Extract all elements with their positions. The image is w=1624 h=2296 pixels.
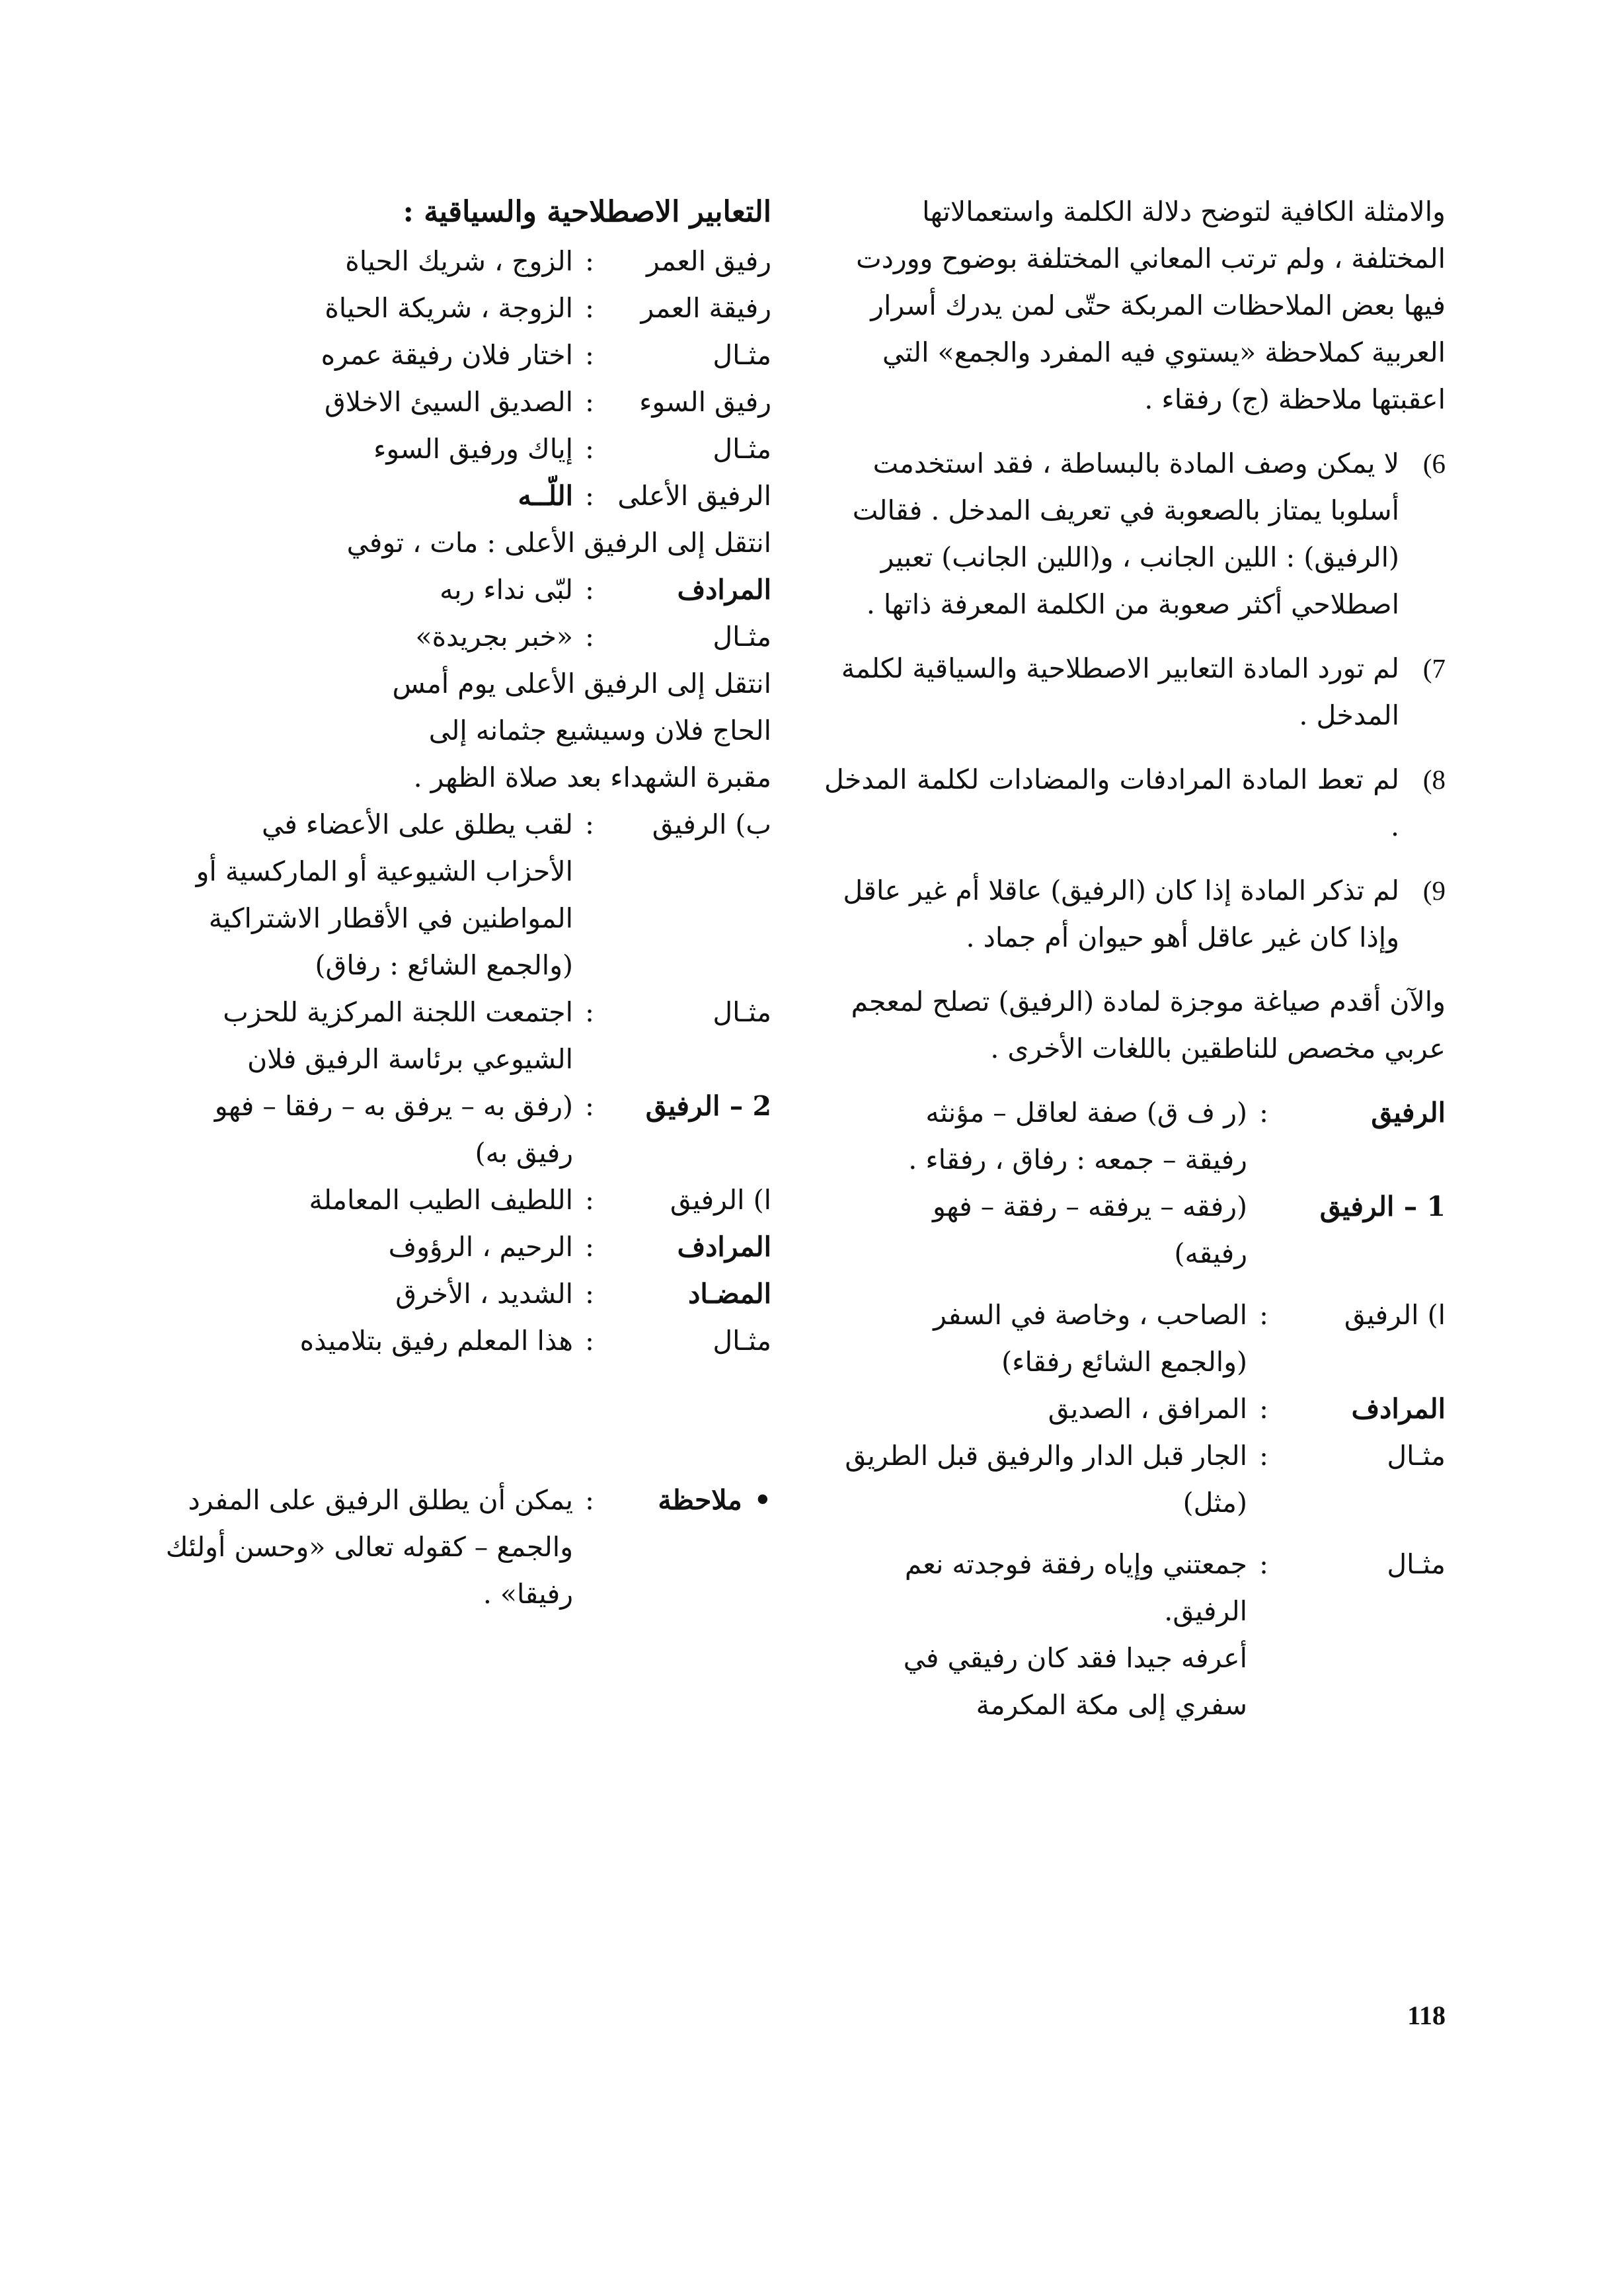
synonym-label: المرادف: [1351, 1393, 1446, 1425]
synonym-label: المرادف: [677, 1231, 771, 1263]
example-label: مثـال: [713, 996, 771, 1028]
example-value: اختار فلان رفيقة عمره: [321, 339, 573, 371]
idiom-value: الزوج ، شريك الحياة: [345, 245, 573, 277]
left-column: [137, 188, 771, 1618]
entry-label: الرفيق: [1371, 1097, 1446, 1128]
idiom-row: [137, 473, 771, 520]
sense-1: [824, 1183, 1446, 1277]
bullet-icon: •: [754, 1484, 771, 1516]
idiom-label: رفيقة العمر: [640, 292, 771, 324]
text-line: رفيقة – جمعه : رفاق ، رفقاء .: [908, 1144, 1247, 1175]
dictionary-entry: [824, 1089, 1446, 1729]
synonym-value: لبّى نداء ربه: [440, 574, 573, 606]
text-line: (ر ف ق) صفة لعاقل – مؤنثه: [925, 1097, 1247, 1128]
text-line: والآن أقدم صياغة موجزة لمادة (الرفيق) تصلح لمعجم: [851, 986, 1446, 1017]
colon: :: [585, 386, 594, 418]
right-column: [824, 188, 1446, 1729]
example-row: [824, 1433, 1446, 1526]
text-line: (والجمع الشائع رفقاء): [1001, 1346, 1247, 1378]
colon: :: [585, 621, 594, 653]
idiom-value: الصديق السيئ الاخلاق: [324, 386, 573, 418]
example-row: [137, 426, 771, 473]
synonym-row: [137, 1224, 771, 1271]
item-number: 6): [1422, 448, 1446, 479]
text-line: المواطنين في الأقطار الاشتراكية: [208, 902, 573, 934]
antonym-row: [137, 1271, 771, 1318]
text-line: الرفيق.: [1164, 1595, 1247, 1627]
item-number: 7): [1422, 653, 1446, 684]
colon: :: [585, 480, 594, 512]
note-label-wrap: [606, 1477, 771, 1524]
text-line: والجمع – كقوله تعالى «وحسن أولئك: [165, 1531, 573, 1563]
colon: :: [585, 1231, 594, 1263]
colon: :: [1259, 1548, 1268, 1580]
colon: :: [585, 339, 594, 371]
critique-item-8: [824, 756, 1446, 850]
colon: :: [585, 996, 594, 1028]
sense-value: اللطيف الطيب المعاملة: [309, 1184, 573, 1216]
sense-label: ا) الرفيق: [670, 1184, 771, 1216]
critique-item-7: [824, 645, 1446, 739]
text-line: لم تذكر المادة إذا كان (الرفيق) عاقلا أم غير عاقل: [843, 875, 1399, 906]
colon: :: [1259, 1440, 1268, 1472]
example-value: «خبر بجريدة»: [415, 621, 573, 653]
sense-2: [137, 1083, 771, 1177]
sense-label: ب) الرفيق: [652, 809, 771, 840]
text-line: أعرفه جيدا فقد كان رفيقي في: [903, 1642, 1247, 1674]
intro-paragraph: [824, 188, 1446, 423]
item-number: 9): [1422, 875, 1446, 906]
text-line: (مثل): [1182, 1487, 1247, 1519]
note-row: [137, 1477, 771, 1618]
text-line: يمكن أن يطلق الرفيق على المفرد: [188, 1484, 573, 1516]
text-line: (الرفيق) : اللين الجانب ، و(اللين الجانب) تعبير: [880, 541, 1399, 573]
news-example: [137, 660, 771, 801]
colon: :: [585, 1325, 594, 1357]
example-value: إياك ورفيق السوء: [373, 433, 573, 465]
text-line: الصاحب ، وخاصة في السفر: [933, 1299, 1247, 1331]
idiom-label: الرفيق الأعلى: [617, 480, 771, 512]
text-line: الأحزاب الشيوعية أو الماركسية أو: [196, 855, 573, 887]
synonym-row: [824, 1386, 1446, 1433]
note-label: ملاحظة: [658, 1484, 742, 1516]
idiom-value: الزوجة ، شريكة الحياة: [325, 292, 573, 324]
colon: :: [1259, 1299, 1268, 1331]
text-line: مقبرة الشهداء بعد صلاة الظهر .: [413, 762, 771, 793]
sense-2a: [137, 1177, 771, 1224]
sense-label: 2 – الرفيق: [645, 1090, 771, 1122]
text-line: فيها بعض الملاحظات المربكة حتّى لمن يدرك أسرار: [870, 290, 1446, 321]
text-line: انتقل إلى الرفيق الأعلى يوم أمس: [392, 668, 771, 699]
colon: :: [585, 433, 594, 465]
text-line: عربي مخصص للناطقين باللغات الأخرى .: [990, 1033, 1446, 1064]
example-row: [137, 1318, 771, 1365]
idiom-line: انتقل إلى الرفيق الأعلى : مات ، توفي: [346, 527, 771, 559]
synonym-value: الرحيم ، الرؤوف: [388, 1231, 573, 1263]
idiom-row: [137, 238, 771, 285]
critique-item-6: [824, 440, 1446, 628]
text-line: لقب يطلق على الأعضاء في: [262, 809, 573, 840]
colon: :: [585, 574, 594, 606]
idiom-label: رفيق العمر: [646, 245, 771, 277]
text-line: رفيقا» .: [483, 1578, 573, 1610]
text-line: الحاج فلان وسيشيع جثمانه إلى: [428, 715, 771, 746]
text-line: جمعتني وإياه رفقة فوجدته نعم: [904, 1548, 1247, 1580]
colon: :: [1259, 1097, 1268, 1128]
example-row: [137, 614, 771, 660]
text-line: الشيوعي برئاسة الرفيق فلان: [247, 1043, 573, 1075]
text-line: العربية كملاحظة «يستوي فيه المفرد والجمع» التي: [882, 336, 1446, 368]
colon: :: [585, 1484, 594, 1516]
text-line: (والجمع الشائع : رفاق): [315, 949, 573, 981]
sense-b: [137, 801, 771, 989]
entry-head: [824, 1089, 1446, 1183]
item-number: 8): [1422, 764, 1446, 795]
text-line: المختلفة ، ولم ترتب المعاني المختلفة بوضوح ووردت: [856, 243, 1446, 274]
colon: :: [585, 1278, 594, 1310]
example-row: [824, 1541, 1446, 1729]
text-line: لا يمكن وصف المادة بالبساطة ، فقد استخدمت: [872, 448, 1399, 479]
synonym-label: المرادف: [677, 574, 771, 606]
text-line: اعقبتها ملاحظة (ج) رفقاء .: [1144, 383, 1446, 415]
example-label: مثـال: [713, 433, 771, 465]
section-heading: التعابير الاصطلاحية والسياقية :: [403, 195, 771, 229]
colon: :: [585, 292, 594, 324]
colon: :: [585, 245, 594, 277]
text-line: الجار قبل الدار والرفيق قبل الطريق: [845, 1440, 1247, 1472]
text-line: المدخل .: [1299, 699, 1399, 731]
text-line: لم تورد المادة التعابير الاصطلاحية والسياقية لكلمة: [841, 653, 1399, 684]
colon: :: [585, 1184, 594, 1216]
text-line: المرافق ، الصديق: [1048, 1393, 1247, 1425]
example-label: مثـال: [1387, 1440, 1446, 1472]
example-label: مثـال: [713, 339, 771, 371]
page-number: 118: [1407, 2000, 1446, 2030]
antonym-value: الشديد ، الأخرق: [395, 1278, 573, 1310]
text-line: لم تعط المادة المرادفات والمضادات لكلمة المدخل .: [824, 764, 1399, 842]
text-line: رفيق به): [475, 1137, 573, 1169]
text-line: (رفقه – يرفقه – رفقة – فهو: [933, 1191, 1247, 1222]
idiom-row: [137, 285, 771, 332]
text-line: (رفق به – يرفق به – رفقا – فهو: [214, 1090, 573, 1122]
colon: :: [585, 809, 594, 840]
sense-label: ا) الرفيق: [1344, 1299, 1446, 1331]
example-label: مثـال: [713, 621, 771, 653]
example-row: [137, 989, 771, 1083]
example-row: [137, 332, 771, 379]
example-label: مثـال: [1387, 1548, 1446, 1580]
idiom-row: [137, 379, 771, 426]
idiom-label: رفيق السوء: [639, 386, 771, 418]
text-line: أسلوبا يمتاز بالصعوبة في تعريف المدخل . فقالت: [852, 495, 1399, 526]
critique-item-9: [824, 867, 1446, 961]
text-line: رفيقه): [1174, 1238, 1247, 1269]
text-line: اجتمعت اللجنة المركزية للحزب: [223, 996, 573, 1028]
sense-label: 1 – الرفيق: [1319, 1191, 1446, 1222]
sense-1a: [824, 1292, 1446, 1386]
idiom-value: اللّــه: [518, 480, 573, 512]
example-label: مثـال: [713, 1325, 771, 1357]
example-value: هذا المعلم رفيق بتلاميذه: [299, 1325, 573, 1357]
text-line: والامثلة الكافية لتوضح دلالة الكلمة واستعمالاتها: [922, 196, 1446, 227]
colon: :: [1259, 1393, 1268, 1425]
text-line: وإذا كان غير عاقل أهو حيوان أم جماد .: [966, 922, 1399, 953]
synonym-row: [137, 567, 771, 614]
colon: :: [585, 1090, 594, 1122]
text-line: سفري إلى مكة المكرمة: [976, 1689, 1247, 1721]
closing-paragraph: [824, 978, 1446, 1072]
text-line: اصطلاحي أكثر صعوبة من الكلمة المعرفة ذاتها .: [866, 588, 1399, 620]
antonym-label: المضـاد: [688, 1278, 771, 1310]
